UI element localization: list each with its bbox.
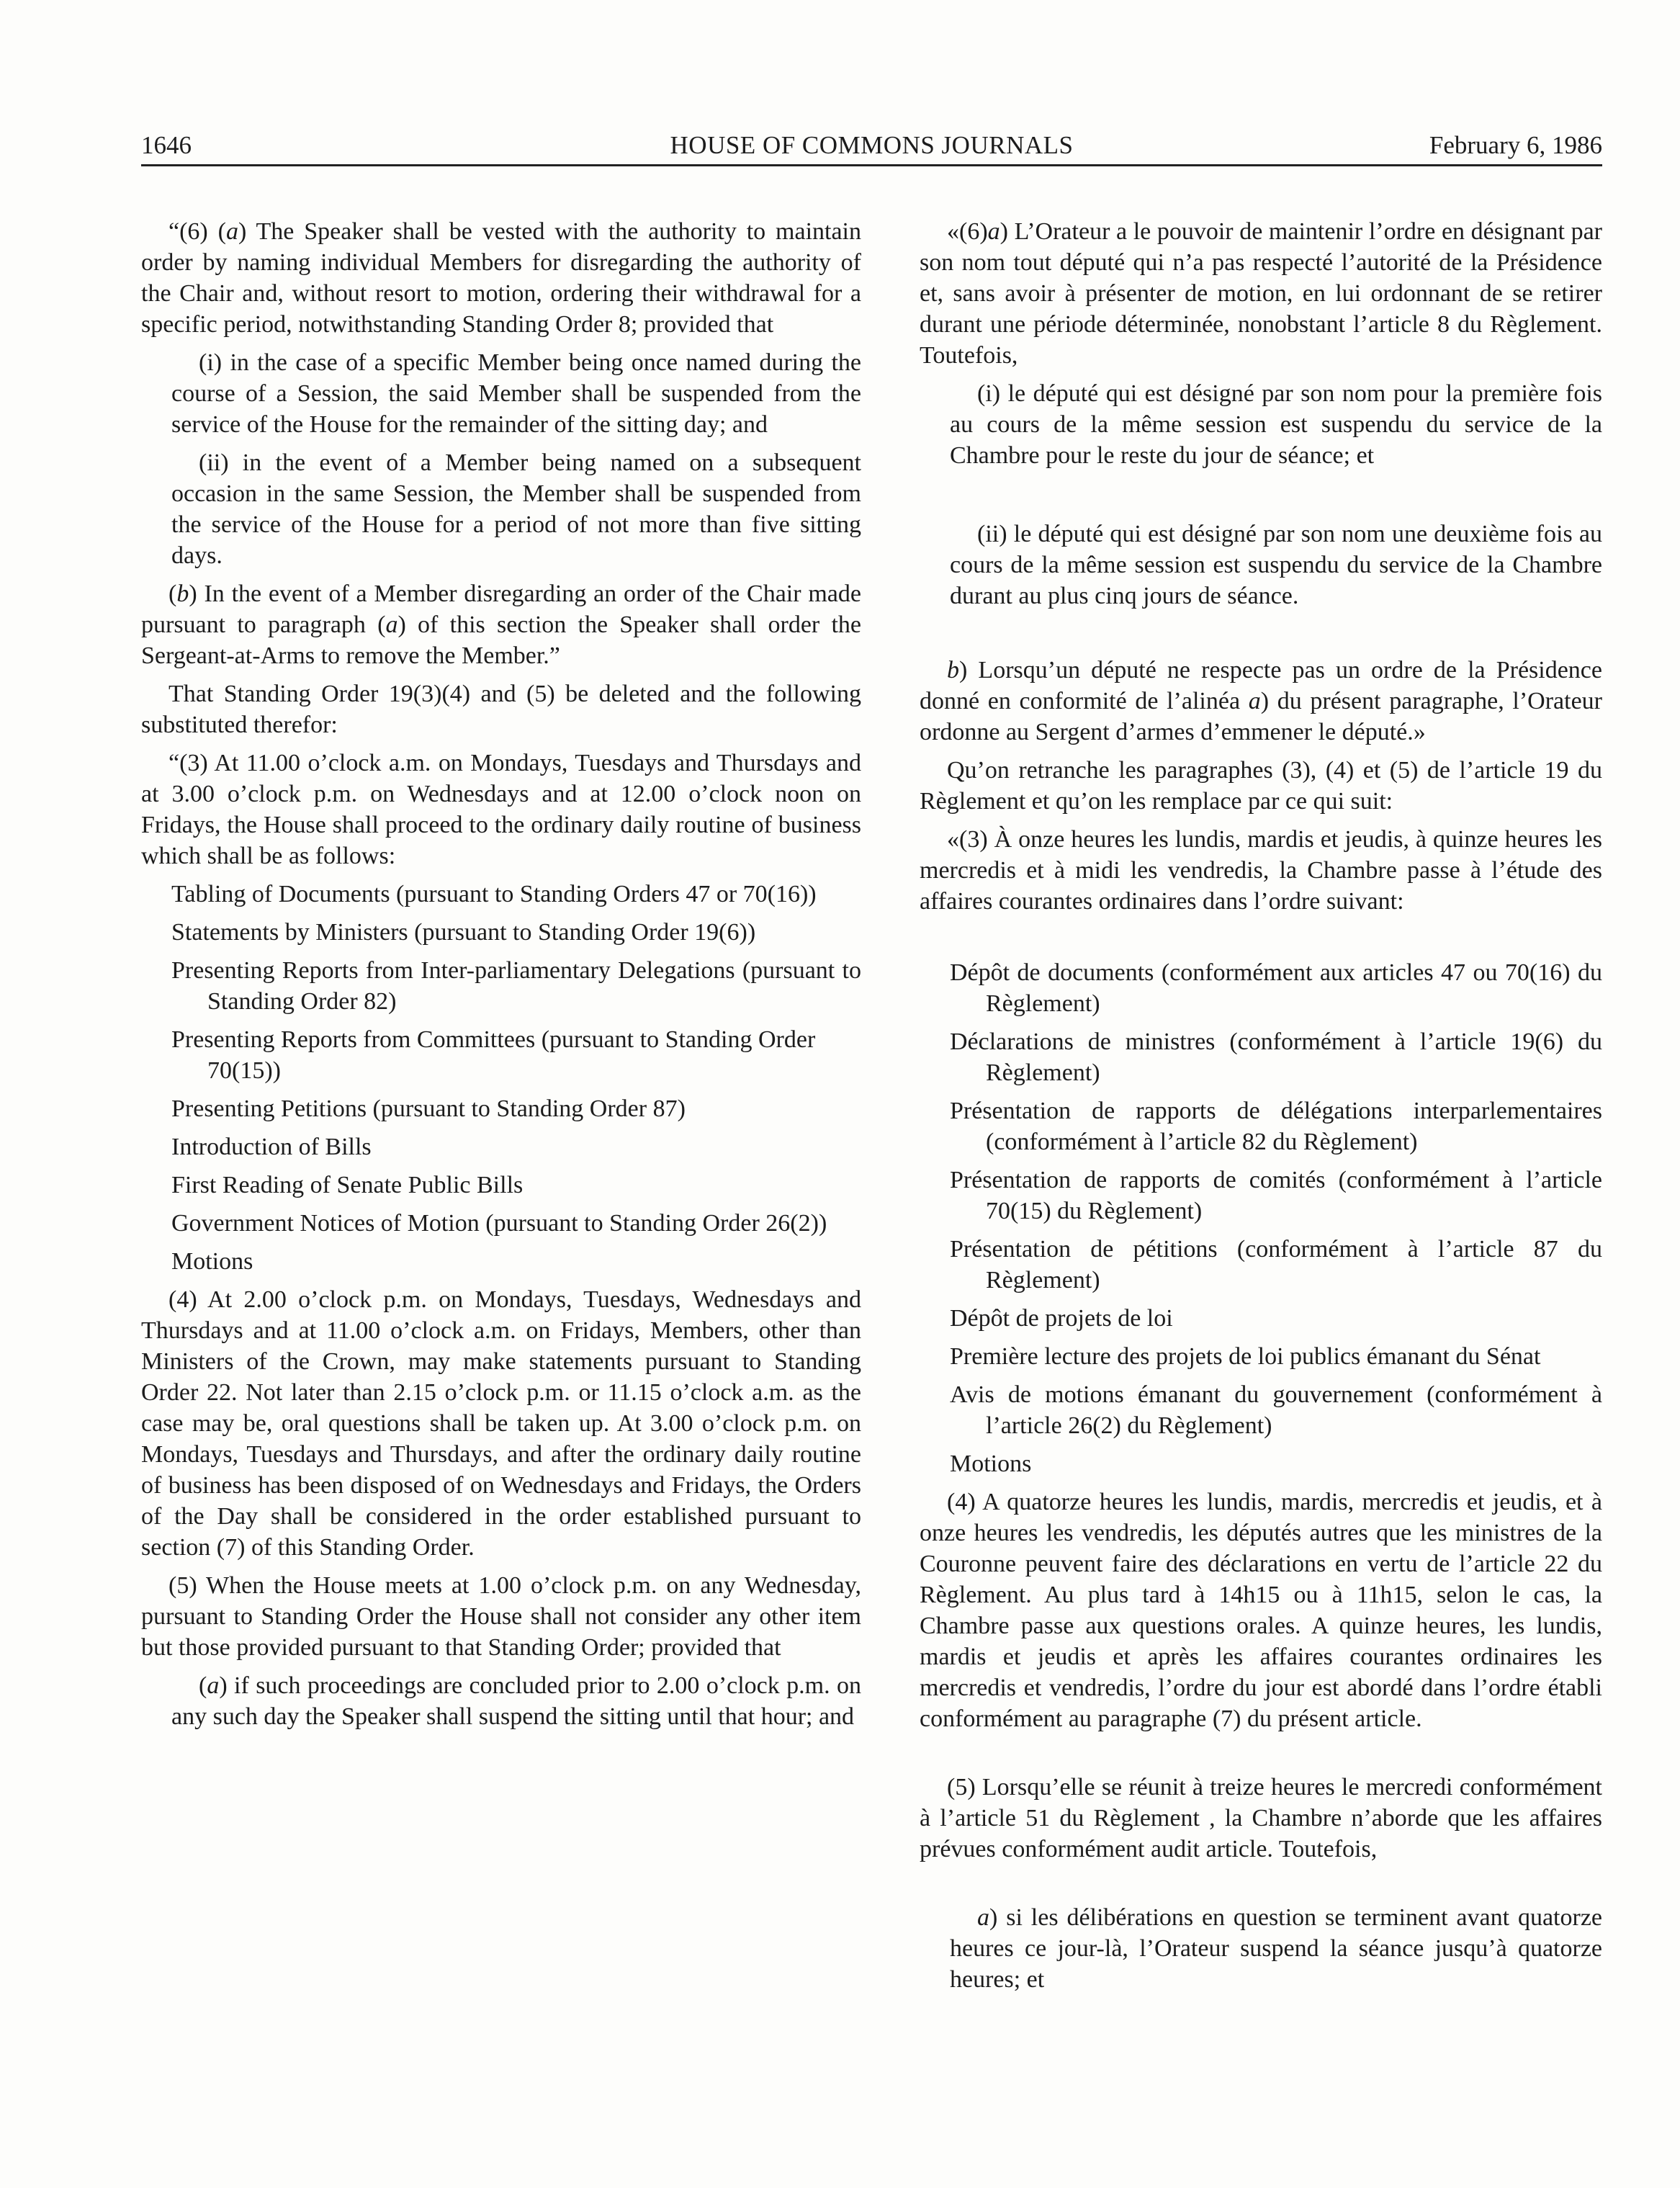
fr-para-6-i: (i) le député qui est désigné par son nom pour la première fois au cours de la même session est suspendu du service de la Chambre pour le reste du jour de séance; et <box>950 380 1602 469</box>
fr-routine-item: Présentation de rapports de comités (conformément à l’article 70(15) du Règlement) <box>950 1167 1602 1224</box>
en-para-6a: “(6) (a) The Speaker shall be vested with the authority to maintain order by naming individual Members for disregarding the authority of the Chair and, without resort to motion, ordering their withdrawal for a specific period, notwithstanding Standing Order 8; provided that <box>141 218 862 338</box>
fr-para-4: (4) A quatorze heures les lundis, mardis, mercredis et jeudis, et à onze heures les vendredis, les députés autres que les ministres de la Couronne peuvent faire des déclarations en vertu de l’article 22 du Règlement. Au plus tard à 14h15 ou à 11h15, selon le cas, la Chambre passe aux questions orales. A quinze heures, les lundis, mardis et jeudis et après les affaires courantes ordinaires les mercredis et vendredis, l’ordre du jour est abordé dans l’ordre établi conformément au paragraphe (7) du présent article. <box>920 1489 1602 1732</box>
en-para-4: (4) At 2.00 o’clock p.m. on Mondays, Tuesdays, Wednesdays and Thursdays and at 11.00 o’clock a.m. on Fridays, Members, other than Ministers of the Crown, may make statements pursuant to Standing Order 22. Not later than 2.15 o’clock p.m. or 11.15 o’clock a.m. as the case may be, oral questions shall be taken up. At 3.00 o’clock p.m. on Mondays, Tuesdays and Thursdays, and after the ordinary daily routine of business has been disposed of on Wednesdays and Fridays, the Orders of the Day shall be considered in the order established pursuant to section (7) of this Standing Order. <box>141 1286 861 1561</box>
fr-routine-item: Dépôt de documents (conformément aux articles 47 ou 70(16) du Règlement) <box>950 959 1602 1017</box>
fr-routine-item: Dépôt de projets de loi <box>950 1305 1173 1332</box>
fr-para-5a: a) si les délibérations en question se terminent avant quatorze heures ce jour-là, l’Orateur suspend la séance jusqu’à quatorze heures; et <box>950 1904 1602 1993</box>
fr-routine-item: Avis de motions émanant du gouvernement (conformément à l’article 26(2) du Règlement) <box>950 1381 1602 1439</box>
page-header <box>141 127 1602 166</box>
fr-para-6a: «(6)a) L’Orateur a le pouvoir de maintenir l’ordre en désignant par son nom tout député qui n’a pas respecté l’autorité de la Présidence et, sans avoir à présenter de motion, en lui ordonnant de se retirer durant une période déterminée, nonobstant l’article 8 du Règlement. Toutefois, <box>920 218 1602 369</box>
french-column <box>920 216 1602 1995</box>
en-routine-item: First Reading of Senate Public Bills <box>171 1172 524 1198</box>
en-para-3: “(3) At 11.00 o’clock a.m. on Mondays, Tuesdays and Thursdays and at 3.00 o’clock p.m. on Wednesdays and at 12.00 o’clock noon on Fridays, the House shall proceed to the ordinary daily routine of business which shall be as follows: <box>141 750 861 869</box>
en-routine-item: Presenting Reports from Committees (pursuant to Standing Order 70(15)) <box>171 1026 816 1084</box>
fr-so19-intro: Qu’on retranche les paragraphes (3), (4) et (5) de l’article 19 du Règlement et qu’on les remplace par ce qui suit: <box>920 757 1602 815</box>
journal-title: HOUSE OF COMMONS JOURNALS <box>670 131 1074 159</box>
en-routine-item: Presenting Reports from Inter-parliamentary Delegations (pursuant to Standing Order 82) <box>171 957 861 1015</box>
page-number: 1646 <box>141 131 192 159</box>
english-column <box>141 216 861 1732</box>
en-routine-item: Motions <box>171 1248 253 1275</box>
fr-routine-item: Présentation de rapports de délégations interparlementaires (conformément à l’article 82 du Règlement) <box>950 1098 1602 1155</box>
en-routine-item: Government Notices of Motion (pursuant to Standing Order 26(2)) <box>171 1210 827 1237</box>
en-para-6-i: (i) in the case of a specific Member being once named during the course of a Session, the said Member shall be suspended from the service of the House for the remainder of the sitting day; and <box>171 349 861 438</box>
fr-routine-item: Déclarations de ministres (conformément à l’article 19(6) du Règlement) <box>950 1028 1602 1086</box>
en-routine-item: Statements by Ministers (pursuant to Standing Order 19(6)) <box>171 919 756 946</box>
fr-para-5: (5) Lorsqu’elle se réunit à treize heures le mercredi conformément à l’article 51 du Règlement , la Chambre n’aborde que les affaires prévues conformément audit article. Toutefois, <box>920 1774 1602 1862</box>
fr-routine-item: Présentation de pétitions (conformément à l’article 87 du Règlement) <box>950 1236 1602 1293</box>
en-para-6-ii: (ii) in the event of a Member being named on a subsequent occasion in the same Session, the Member shall be suspended from the service of the House for a period of not more than five sitting days. <box>171 449 861 569</box>
fr-routine-item: Motions <box>950 1451 1032 1477</box>
fr-routine-item: Première lecture des projets de loi publics émanant du Sénat <box>950 1343 1541 1370</box>
en-para-5: (5) When the House meets at 1.00 o’clock p.m. on any Wednesday, pursuant to Standing Order the House shall not consider any other item but those provided pursuant to that Standing Order; provided that <box>141 1572 861 1661</box>
en-routine-item: Tabling of Documents (pursuant to Standing Orders 47 or 70(16)) <box>171 881 817 907</box>
en-so19-intro: That Standing Order 19(3)(4) and (5) be deleted and the following substituted therefor: <box>141 681 861 738</box>
en-routine-item: Introduction of Bills <box>171 1134 372 1160</box>
fr-para-3: «(3) À onze heures les lundis, mardis et jeudis, à quinze heures les mercredis et à midi les vendredis, la Chambre passe à l’étude des affaires courantes ordinaires dans l’ordre suivant: <box>920 826 1602 915</box>
fr-para-6b: b) Lorsqu’un député ne respecte pas un ordre de la Présidence donné en conformité de l’alinéa a) du présent paragraphe, l’Orateur ordonne au Sergent d’armes d’emmener le député.» <box>920 657 1602 745</box>
fr-para-6-ii: (ii) le député qui est désigné par son nom une deuxième fois au cours de la même session est suspendu du service de la Chambre durant au plus cinq jours de séance. <box>950 521 1602 609</box>
page-date: February 6, 1986 <box>1429 131 1602 159</box>
en-para-5a: (a) if such proceedings are concluded prior to 2.00 o’clock p.m. on any such day the Speaker shall suspend the sitting until that hour; and <box>171 1672 861 1730</box>
en-routine-item: Presenting Petitions (pursuant to Standing Order 87) <box>171 1095 686 1122</box>
en-para-6b: (b) In the event of a Member disregarding an order of the Chair made pursuant to paragraph (a) of this section the Speaker shall order the Sergeant-at-Arms to remove the Member.” <box>141 580 862 669</box>
